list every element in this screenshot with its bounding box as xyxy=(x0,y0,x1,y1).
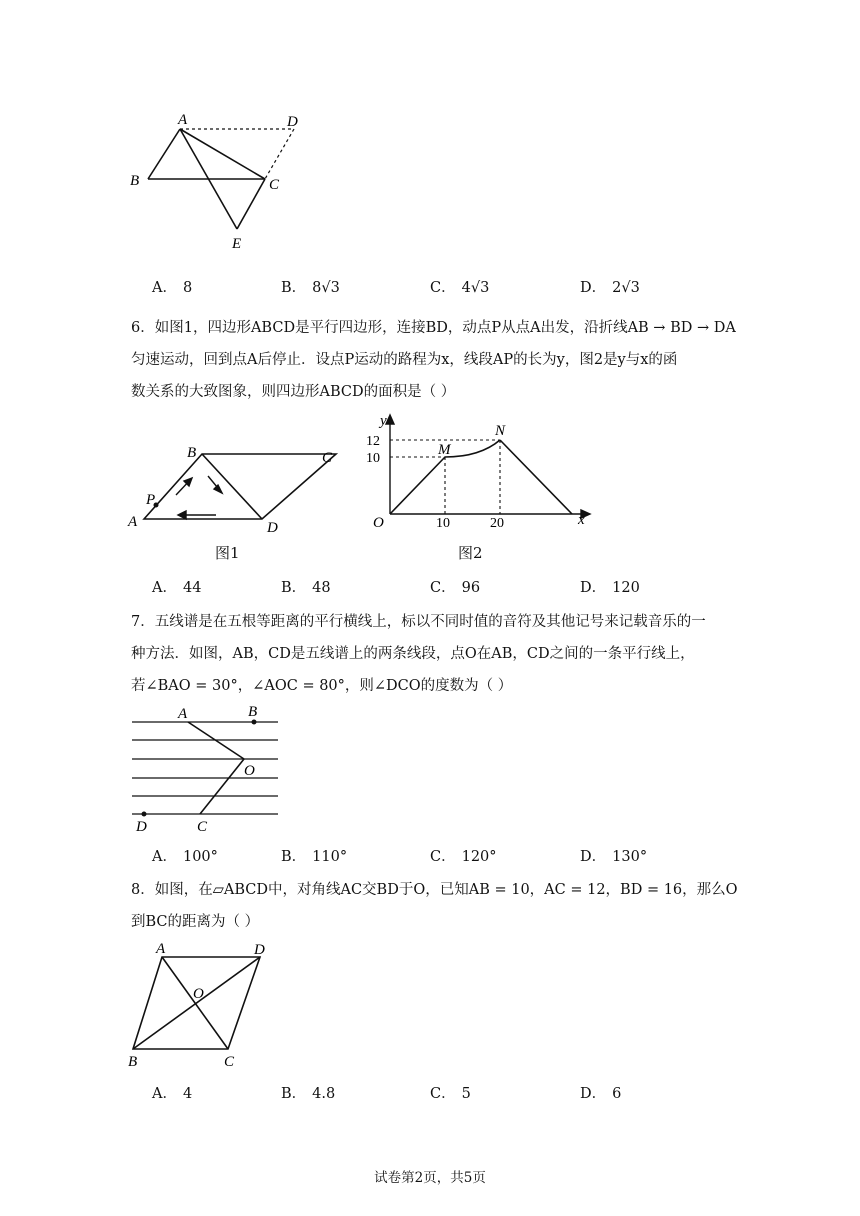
q7-option-b[interactable]: B． 110° xyxy=(281,849,348,865)
q7-option-a[interactable]: A． 100° xyxy=(152,849,218,865)
q5-option-b[interactable]: B． 8√3 xyxy=(281,280,340,296)
q6-x-tick-20: 20 xyxy=(490,516,504,531)
q6-figure-2 xyxy=(360,410,600,530)
q5-label-c: C xyxy=(269,177,280,193)
q5-option-a[interactable]: A． 8 xyxy=(152,280,193,296)
q8-option-b[interactable]: B． 4.8 xyxy=(281,1086,336,1102)
q5-label-d: D xyxy=(287,114,298,130)
q8-option-d[interactable]: D． 6 xyxy=(580,1086,622,1102)
q8-option-a[interactable]: A． 4 xyxy=(152,1086,193,1102)
q6-y-tick-12: 12 xyxy=(366,434,380,449)
q6-text-line2: 匀速运动，回到点A后停止．设点P运动的路程为x，线段AP的长为y，图2是y与x的函 xyxy=(131,352,678,368)
q7-label-o: O xyxy=(244,763,255,779)
q6-fig1-caption: 图1 xyxy=(215,544,240,562)
q6-fig1-label-b: B xyxy=(187,445,197,461)
q6-option-b[interactable]: B． 48 xyxy=(281,580,331,596)
q7-option-c[interactable]: C． 120° xyxy=(430,849,497,865)
q7-label-b: B xyxy=(248,704,258,720)
q8-figure xyxy=(120,938,280,1073)
q6-fig2-caption: 图2 xyxy=(458,544,483,562)
q6-option-d[interactable]: D． 120 xyxy=(580,580,640,596)
q7-point-b xyxy=(252,720,257,725)
q8-label-c: C xyxy=(224,1054,235,1070)
q7-label-c: C xyxy=(197,819,208,835)
q6-text-line1: 6．如图1，四边形ABCD是平行四边形，连接BD，动点P从点A出发，沿折线AB → BD → DA xyxy=(131,320,736,336)
q6-fig1-label-c: C xyxy=(322,450,333,466)
q5-label-b: B xyxy=(130,173,140,189)
q8-text-line2: 到BC的距离为（ ） xyxy=(131,914,260,930)
q6-fig1-label-p: P xyxy=(146,492,156,508)
q8-label-b: B xyxy=(128,1054,138,1070)
q7-figure xyxy=(120,700,290,835)
q5-label-a: A xyxy=(178,112,188,128)
q7-option-d[interactable]: D． 130° xyxy=(580,849,648,865)
page-footer: 试卷第2页，共5页 xyxy=(374,1170,486,1186)
q7-label-d: D xyxy=(136,819,147,835)
q7-label-a: A xyxy=(178,706,188,722)
q8-text-line1: 8．如图，在▱ABCD中，对角线AC交BD于O，已知AB = 10，AC = 12，BD = 16，那么O xyxy=(131,882,738,898)
q6-axis-x-label: x xyxy=(578,512,585,528)
q8-label-d: D xyxy=(254,942,265,958)
q6-option-c[interactable]: C． 96 xyxy=(430,580,481,596)
q5-figure xyxy=(120,105,320,265)
q8-label-o: O xyxy=(193,986,204,1002)
q6-fig1-label-a: A xyxy=(128,514,138,530)
q6-figure-1 xyxy=(120,440,350,535)
q5-option-d[interactable]: D． 2√3 xyxy=(580,280,640,296)
q6-option-a[interactable]: A． 44 xyxy=(152,580,202,596)
q6-axis-y-label: y xyxy=(380,413,387,429)
q7-text-line2: 种方法．如图，AB，CD是五线谱上的两条线段，点O在AB，CD之间的一条平行线上， xyxy=(131,646,695,662)
q7-text-line1: 7．五线谱是在五根等距离的平行横线上，标以不同时值的音符及其他记号来记载音乐的一 xyxy=(131,614,706,630)
q6-origin-label: O xyxy=(373,515,384,531)
q6-point-m-label: M xyxy=(438,442,451,458)
q7-text-line3: 若∠BAO = 30°，∠AOC = 80°，则∠DCO的度数为（ ） xyxy=(131,678,513,694)
q6-x-tick-10: 10 xyxy=(436,516,450,531)
q8-label-a: A xyxy=(156,941,166,957)
q6-fig1-label-d: D xyxy=(267,520,278,536)
q5-option-c[interactable]: C． 4√3 xyxy=(430,280,490,296)
q5-label-e: E xyxy=(232,236,242,252)
q6-y-tick-10: 10 xyxy=(366,451,380,466)
q6-text-line3: 数关系的大致图象，则四边形ABCD的面积是（ ） xyxy=(131,384,456,400)
q7-point-d xyxy=(142,812,147,817)
q8-option-c[interactable]: C． 5 xyxy=(430,1086,471,1102)
q6-point-n-label: N xyxy=(495,423,506,439)
